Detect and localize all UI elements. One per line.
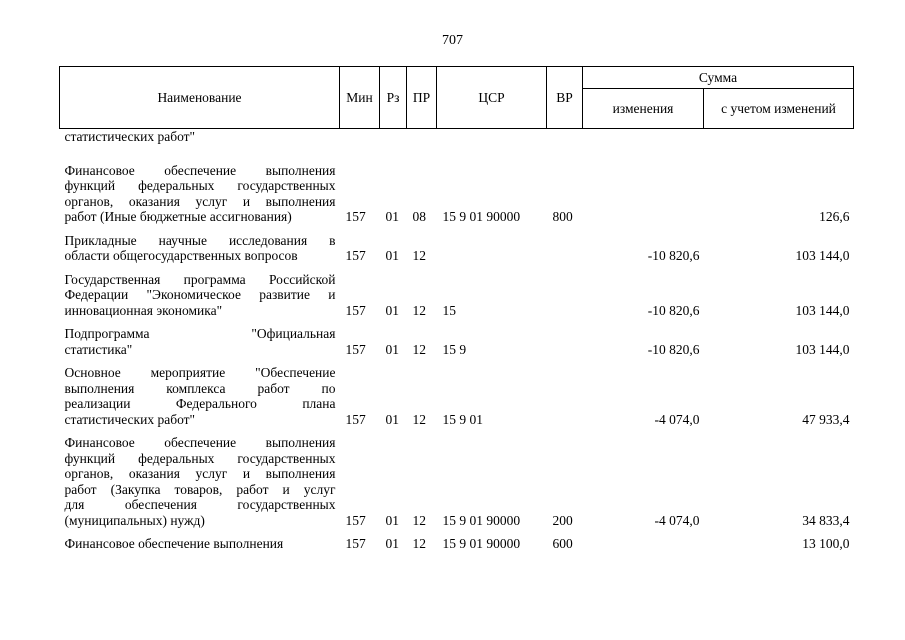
- row-with-change: 13 100,0: [802, 536, 850, 551]
- row-csr: 15 9 01 90000: [442, 512, 521, 528]
- row-with-change: 47 933,4: [802, 411, 850, 427]
- row-rz: [380, 129, 407, 145]
- row-csr: 15: [442, 302, 456, 318]
- row-name-line: работ (Закупка товаров, работ и услуг: [64, 481, 336, 497]
- row-name-line: (муниципальных) нужд): [64, 512, 205, 528]
- row-csr: 15 9: [442, 341, 467, 357]
- row-name: [60, 536, 340, 552]
- row-with-change: 34 833,4: [802, 512, 850, 528]
- row-pr: 08: [412, 209, 426, 224]
- row-min: 157: [345, 341, 366, 357]
- table-row: [60, 326, 854, 357]
- row-name: [60, 272, 340, 319]
- table-body: [60, 129, 854, 552]
- row-csr: [437, 233, 547, 264]
- table-header: [60, 67, 854, 129]
- row-change: -10 820,6: [647, 341, 700, 357]
- row-vr: [547, 365, 583, 427]
- header-pr: ПР: [407, 67, 437, 129]
- row-with-change: [704, 129, 854, 145]
- header-with-change: с учетом изменений: [704, 89, 854, 129]
- row-pr: [407, 129, 437, 145]
- table-row: [60, 365, 854, 427]
- table-row: [60, 233, 854, 264]
- row-with-change: 103 144,0: [795, 302, 850, 318]
- row-vr: [547, 326, 583, 357]
- row-min: 157: [345, 209, 366, 224]
- header-name: Наименование: [60, 67, 340, 129]
- row-min: 157: [345, 302, 366, 318]
- row-change: [583, 163, 704, 225]
- row-name: [60, 163, 340, 225]
- row-name-line: Государственная программа Российской: [64, 271, 336, 287]
- row-rz: 01: [385, 341, 399, 357]
- row-rz: 01: [385, 209, 399, 224]
- row-vr: 600: [552, 536, 573, 551]
- page-number: 707: [442, 33, 463, 48]
- row-change: [583, 129, 704, 145]
- row-rz: 01: [385, 411, 399, 427]
- row-rz: 01: [385, 248, 399, 263]
- row-name: [60, 233, 340, 264]
- row-change: -4 074,0: [654, 411, 700, 427]
- row-vr: 200: [552, 512, 573, 528]
- row-name: [60, 435, 340, 528]
- row-vr: [547, 129, 583, 145]
- row-name-line: Финансовое обеспечение выполнения: [64, 435, 336, 450]
- row-name-line: Подпрограмма "Официальная: [64, 326, 336, 341]
- row-with-change: 126,6: [819, 209, 850, 224]
- row-name-line: статистических работ": [64, 411, 196, 427]
- header-change: изменения: [583, 89, 704, 129]
- row-change: -10 820,6: [647, 248, 700, 263]
- row-name-line: Федерации "Экономическое развитие и: [64, 287, 336, 302]
- header-csr: ЦСР: [437, 67, 547, 129]
- row-name-line: Прикладные научные исследования в: [64, 232, 336, 248]
- row-min: 157: [345, 248, 366, 263]
- row-csr: 15 9 01 90000: [442, 209, 521, 224]
- row-name-line: Основное мероприятие "Обеспечение: [64, 365, 336, 380]
- row-pr: 12: [412, 536, 426, 551]
- row-min: [340, 129, 380, 145]
- row-name-line: функций федеральных государственных: [64, 450, 336, 466]
- row-pr: 12: [412, 341, 426, 357]
- row-pr: 12: [412, 302, 426, 318]
- row-name-line: функций федеральных государственных: [64, 178, 336, 193]
- row-csr: 15 9 01: [442, 411, 483, 427]
- row-min: 157: [345, 536, 366, 551]
- table-row: [60, 435, 854, 528]
- row-name-line: области общегосударственных вопросов: [64, 248, 298, 263]
- row-rz: 01: [385, 302, 399, 318]
- header-min: Мин: [340, 67, 380, 129]
- row-name: [60, 326, 340, 357]
- row-vr: 800: [552, 209, 573, 224]
- row-vr: [547, 233, 583, 264]
- row-pr: 12: [412, 248, 426, 263]
- header-vr: ВР: [547, 67, 583, 129]
- row-name-line: Финансовое обеспечение выполнения: [64, 162, 336, 178]
- row-name-line: статистика": [64, 341, 133, 357]
- table-row: [60, 163, 854, 225]
- row-vr: [547, 272, 583, 319]
- row-name-line: органов, оказания услуг и выполнения: [64, 193, 336, 209]
- header-rz: Рз: [380, 67, 407, 129]
- header-summa: Сумма: [583, 67, 854, 89]
- row-with-change: 103 144,0: [795, 248, 850, 263]
- row-min: 157: [345, 411, 366, 427]
- row-name-line: статистических работ": [64, 129, 196, 144]
- row-change: [583, 536, 704, 552]
- table-row: [60, 272, 854, 319]
- row-name-line: органов, оказания услуг и выполнения: [64, 466, 336, 481]
- row-name-line: для обеспечения государственных: [64, 497, 336, 512]
- row-rz: 01: [385, 512, 399, 528]
- row-name-line: инновационная экономика": [64, 302, 223, 318]
- row-change: -4 074,0: [654, 512, 700, 528]
- table-row: [60, 129, 854, 145]
- row-name-line: выполнения комплекса работ по: [64, 380, 336, 396]
- row-rz: 01: [385, 536, 399, 551]
- row-min: 157: [345, 512, 366, 528]
- budget-table: [59, 66, 854, 552]
- row-name: [60, 129, 340, 145]
- row-name-line: реализации Федерального плана: [64, 396, 336, 411]
- row-with-change: 103 144,0: [795, 341, 850, 357]
- row-name: [60, 365, 340, 427]
- table-row: [60, 536, 854, 552]
- row-csr: 15 9 01 90000: [442, 536, 521, 551]
- row-name-line: Финансовое обеспечение выполнения: [64, 536, 284, 551]
- row-pr: 12: [412, 512, 426, 528]
- row-change: -10 820,6: [647, 302, 700, 318]
- row-pr: 12: [412, 411, 426, 427]
- row-name-line: работ (Иные бюджетные ассигнования): [64, 209, 292, 224]
- row-csr: [437, 129, 547, 145]
